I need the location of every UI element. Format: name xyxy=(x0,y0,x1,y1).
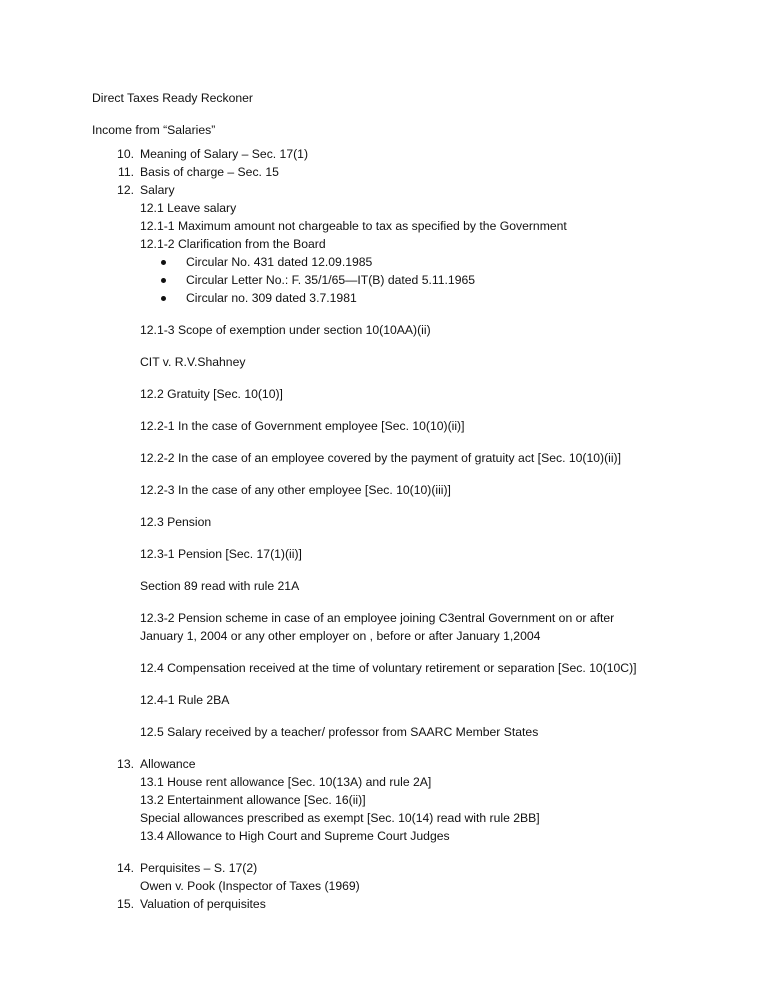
list-number: 10. xyxy=(117,147,134,161)
list-item: Valuation of perquisites xyxy=(140,897,266,911)
subsection: 12.3-2 Pension scheme in case of an employee joining C3entral Government on or after xyxy=(140,611,615,625)
list-number: 12. xyxy=(117,183,134,197)
list-number: 14. xyxy=(117,861,134,875)
subsection: 12.2-1 In the case of Government employee [Sec. 10(10)(ii)] xyxy=(140,419,465,433)
list-item: Allowance xyxy=(140,757,196,771)
document-title: Direct Taxes Ready Reckoner xyxy=(92,91,253,105)
list-number: 13. xyxy=(117,757,134,771)
subsection: 12.2-3 In the case of any other employee [Sec. 10(10)(iii)] xyxy=(140,483,451,497)
bullet-icon xyxy=(161,296,166,301)
case-reference: CIT v. R.V.Shahney xyxy=(140,355,246,369)
subsection: 13.4 Allowance to High Court and Supreme Court Judges xyxy=(140,829,450,843)
subsection: 12.1-1 Maximum amount not chargeable to tax as specified by the Government xyxy=(140,219,567,233)
subsection: 12.4 Compensation received at the time of voluntary retirement or separation [Sec. 10(10C)] xyxy=(140,661,637,675)
subsection: 12.3 Pension xyxy=(140,515,212,529)
list-item: Perquisites – S. 17(2) xyxy=(140,861,258,875)
circular-item: Circular No. 431 dated 12.09.1985 xyxy=(186,255,373,269)
circular-item: Circular Letter No.: F. 35/1/65—IT(B) dated 5.11.1965 xyxy=(186,273,476,287)
subsection: 13.2 Entertainment allowance [Sec. 16(ii)] xyxy=(140,793,366,807)
list-number: 15. xyxy=(117,897,134,911)
subsection: Special allowances prescribed as exempt [Sec. 10(14) read with rule 2BB] xyxy=(140,811,540,825)
subsection: 12.1-3 Scope of exemption under section 10(10AA)(ii) xyxy=(140,323,431,337)
subsection: 12.1-2 Clarification from the Board xyxy=(140,237,326,251)
list-item: Basis of charge – Sec. 15 xyxy=(140,165,279,179)
subsection: 13.1 House rent allowance [Sec. 10(13A) and rule 2A] xyxy=(140,775,432,789)
bullet-icon xyxy=(161,278,166,283)
subsection: 12.5 Salary received by a teacher/ professor from SAARC Member States xyxy=(140,725,539,739)
list-number: 11. xyxy=(117,165,134,179)
list-item: Meaning of Salary – Sec. 17(1) xyxy=(140,147,309,161)
subsection-continued: January 1, 2004 or any other employer on , before or after January 1,2004 xyxy=(140,629,541,643)
list-item: Salary xyxy=(140,183,175,197)
section-heading: Income from “Salaries” xyxy=(92,123,216,137)
subsection: 12.2 Gratuity [Sec. 10(10)] xyxy=(140,387,283,401)
bullet-icon xyxy=(161,260,166,265)
subsection: 12.3-1 Pension [Sec. 17(1)(ii)] xyxy=(140,547,302,561)
subsection: 12.1 Leave salary xyxy=(140,201,237,215)
circular-item: Circular no. 309 dated 3.7.1981 xyxy=(186,291,357,305)
subsection: 12.4-1 Rule 2BA xyxy=(140,693,230,707)
case-reference: Owen v. Pook (Inspector of Taxes (1969) xyxy=(140,879,360,893)
rule-reference: Section 89 read with rule 21A xyxy=(140,579,300,593)
subsection: 12.2-2 In the case of an employee covered by the payment of gratuity act [Sec. 10(10)(ii)] xyxy=(140,451,621,465)
